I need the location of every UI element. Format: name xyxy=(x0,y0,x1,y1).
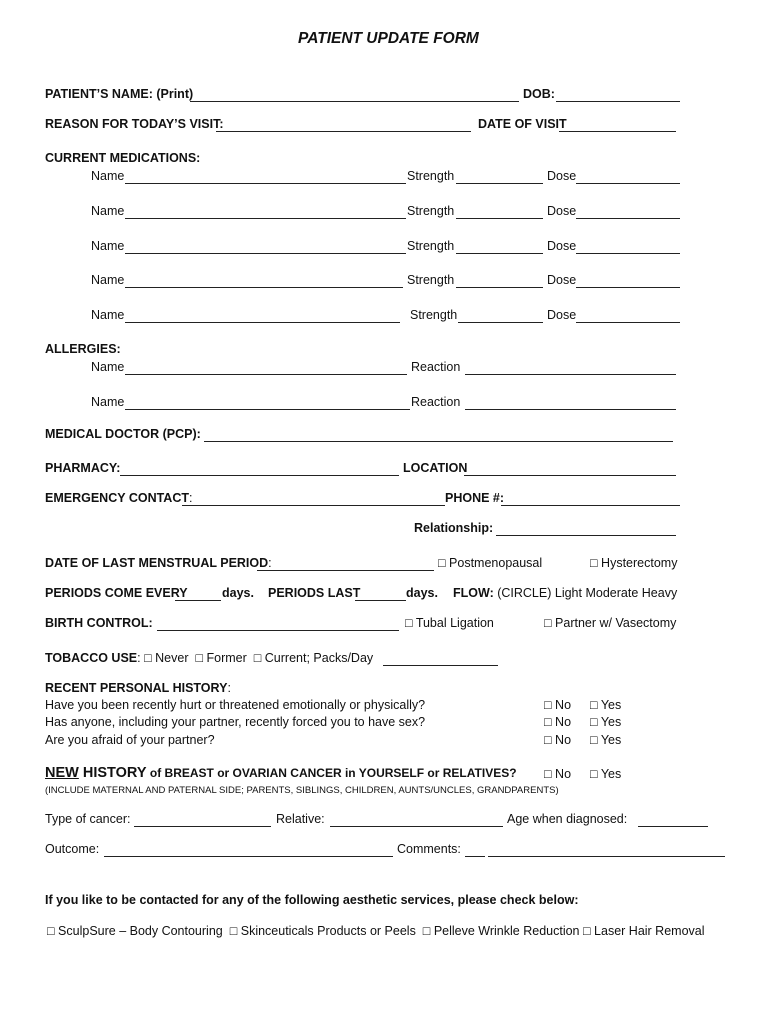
emergency-contact-text: EMERGENCY CONTACT xyxy=(45,491,189,505)
page-title: PATIENT UPDATE FORM xyxy=(298,30,479,47)
history-question: Have you been recently hurt or threatened emotionally or physically? xyxy=(45,698,426,712)
tobacco-never-label: Never xyxy=(155,651,189,665)
medication-name-field[interactable] xyxy=(125,170,406,184)
medication-name-label: Name xyxy=(91,273,125,287)
medication-strength-field[interactable] xyxy=(458,309,543,323)
medication-dose-label: Dose xyxy=(547,308,577,322)
medical-doctor-field[interactable] xyxy=(204,428,673,442)
location-label: LOCATION xyxy=(403,461,468,475)
dob-field[interactable] xyxy=(556,88,680,102)
medication-strength-field[interactable] xyxy=(456,170,543,184)
medication-name-field[interactable] xyxy=(125,309,400,323)
recent-history-label xyxy=(45,680,231,696)
tubal-ligation-label: Tubal Ligation xyxy=(415,616,494,630)
postmenopausal-option[interactable] xyxy=(438,555,542,571)
new-history-main: HISTORY xyxy=(78,765,147,781)
yes-label: Yes xyxy=(600,767,622,781)
hysterectomy-label: Hysterectomy xyxy=(601,556,678,570)
history-question: Has anyone, including your partner, recently forced you to have sex? xyxy=(45,715,426,729)
relative-label: Relative: xyxy=(276,812,325,826)
pharmacy-field[interactable] xyxy=(120,462,399,476)
no-option[interactable] xyxy=(544,714,571,730)
phone-field[interactable] xyxy=(501,492,680,506)
checkbox-icon[interactable]: □ xyxy=(47,924,55,938)
partner-vasectomy-option[interactable] xyxy=(544,615,676,631)
lmp-label xyxy=(45,555,272,571)
aesthetic-services-row xyxy=(47,923,705,939)
pharmacy-label: PHARMACY: xyxy=(45,461,121,475)
medication-strength-label: Strength xyxy=(410,308,458,322)
lmp-field[interactable] xyxy=(257,557,434,571)
medication-strength-label: Strength xyxy=(407,273,455,287)
patient-name-field[interactable] xyxy=(190,88,519,102)
checkbox-icon[interactable]: □ xyxy=(405,616,413,630)
emergency-contact-field[interactable] xyxy=(182,492,445,506)
flow-row xyxy=(453,585,677,601)
partner-vasectomy-label: Partner w/ Vasectomy xyxy=(555,616,677,630)
hysterectomy-option[interactable] xyxy=(590,555,677,571)
lmp-text: DATE OF LAST MENSTRUAL PERIOD xyxy=(45,556,269,570)
checkbox-icon[interactable]: □ xyxy=(590,767,598,781)
periods-last-field[interactable] xyxy=(355,587,406,601)
flow-instruction: (CIRCLE) xyxy=(497,586,552,600)
flow-label: FLOW: xyxy=(453,586,494,600)
recent-history-text: RECENT PERSONAL HISTORY xyxy=(45,681,228,695)
medical-doctor-label: MEDICAL DOCTOR (PCP): xyxy=(45,427,201,441)
checkbox-icon[interactable]: □ xyxy=(590,698,598,712)
allergies-label: ALLERGIES: xyxy=(45,342,121,356)
no-label: No xyxy=(555,698,572,712)
sculpsure-label: SculpSure – Body Contouring xyxy=(58,924,223,938)
checkbox-icon[interactable]: □ xyxy=(544,698,552,712)
checkbox-icon[interactable]: □ xyxy=(422,924,431,938)
medication-name-field[interactable] xyxy=(125,205,406,219)
reason-field[interactable] xyxy=(216,118,471,132)
periods-every-days-label: days. xyxy=(222,586,254,600)
allergy-reaction-label: Reaction xyxy=(411,360,461,374)
medication-strength-label: Strength xyxy=(407,204,455,218)
medication-strength-label: Strength xyxy=(407,169,455,183)
birth-control-label: BIRTH CONTROL: xyxy=(45,616,153,630)
dob-label: DOB: xyxy=(523,87,555,101)
allergy-reaction-field[interactable] xyxy=(465,361,676,375)
medication-strength-field[interactable] xyxy=(456,205,543,219)
comments-label: Comments: xyxy=(397,842,461,856)
checkbox-icon[interactable]: □ xyxy=(144,651,152,665)
no-label: No xyxy=(555,767,572,781)
relationship-field[interactable] xyxy=(496,522,676,536)
comments-field-short[interactable] xyxy=(465,843,485,857)
checkbox-icon[interactable]: □ xyxy=(229,924,238,938)
checkbox-icon[interactable]: □ xyxy=(590,733,598,747)
tobacco-row xyxy=(45,650,373,666)
periods-every-field[interactable] xyxy=(175,587,221,601)
yes-label: Yes xyxy=(600,698,622,712)
medication-name-field[interactable] xyxy=(125,240,406,254)
no-option[interactable] xyxy=(544,697,571,713)
packs-per-day-label: Packs/Day xyxy=(313,651,374,665)
periods-last-days-label: days. xyxy=(406,586,438,600)
location-field[interactable] xyxy=(464,462,676,476)
aesthetic-prompt: If you like to be contacted for any of the following aesthetic services, please check below: xyxy=(45,893,579,907)
medication-dose-label: Dose xyxy=(547,204,577,218)
skinceuticals-label: Skinceuticals Products or Peels xyxy=(240,924,416,938)
allergy-name-label: Name xyxy=(91,395,125,409)
yes-option[interactable] xyxy=(590,732,621,748)
relationship-label: Relationship: xyxy=(414,521,494,535)
relative-field[interactable] xyxy=(330,813,503,827)
no-option[interactable] xyxy=(544,732,571,748)
type-of-cancer-field[interactable] xyxy=(134,813,271,827)
checkbox-icon[interactable]: □ xyxy=(583,924,591,938)
allergy-reaction-label: Reaction xyxy=(411,395,461,409)
emergency-contact-label xyxy=(45,490,192,506)
medication-dose-field[interactable] xyxy=(576,240,680,254)
allergy-name-field[interactable] xyxy=(125,361,407,375)
checkbox-icon[interactable]: □ xyxy=(544,616,552,630)
checkbox-icon[interactable]: □ xyxy=(195,651,204,665)
reason-label: REASON FOR TODAY’S VISIT: xyxy=(45,117,224,131)
yes-option[interactable] xyxy=(590,714,621,730)
new-history-note: (INCLUDE MATERNAL AND PATERNAL SIDE; PARENTS, SIBLINGS, CHILDREN, AUNTS/UNCLES, GRANDPARENTS) xyxy=(45,785,559,796)
new-history-yes-option[interactable] xyxy=(590,766,621,782)
medication-name-label: Name xyxy=(91,169,125,183)
yes-option[interactable] xyxy=(590,697,621,713)
no-label: No xyxy=(555,733,572,747)
checkbox-icon[interactable]: □ xyxy=(438,556,446,570)
emergency-contact-colon: : xyxy=(189,491,193,505)
patient-name-label: PATIENT’S NAME: (Print) xyxy=(45,87,194,101)
medication-strength-label: Strength xyxy=(407,239,455,253)
medication-strength-field[interactable] xyxy=(456,240,543,254)
phone-label: PHONE #: xyxy=(445,491,505,505)
no-label: No xyxy=(555,715,572,729)
medication-dose-field[interactable] xyxy=(576,205,680,219)
checkbox-icon[interactable]: □ xyxy=(544,733,552,747)
periods-every-label: PERIODS COME EVERY xyxy=(45,586,188,600)
postmenopausal-label: Postmenopausal xyxy=(449,556,543,570)
checkbox-icon[interactable]: □ xyxy=(253,651,262,665)
medication-strength-field[interactable] xyxy=(456,274,543,288)
medication-dose-field[interactable] xyxy=(576,274,680,288)
allergy-name-label: Name xyxy=(91,360,125,374)
medication-dose-label: Dose xyxy=(547,273,577,287)
checkbox-icon[interactable]: □ xyxy=(590,556,598,570)
new-history-no-option[interactable] xyxy=(544,766,571,782)
date-of-visit-label: DATE OF VISIT xyxy=(478,117,567,131)
allergy-name-field[interactable] xyxy=(125,396,410,410)
tobacco-current-label: Current; xyxy=(264,651,310,665)
new-history-rest: of BREAST or OVARIAN CANCER in YOURSELF or RELATIVES? xyxy=(146,766,517,780)
age-diagnosed-field[interactable] xyxy=(638,813,708,827)
periods-last-label: PERIODS LAST xyxy=(268,586,361,600)
laser-hair-removal-label: Laser Hair Removal xyxy=(594,924,705,938)
checkbox-icon[interactable]: □ xyxy=(544,767,552,781)
date-of-visit-field[interactable] xyxy=(559,118,676,132)
new-history-question xyxy=(45,765,517,781)
type-of-cancer-label: Type of cancer: xyxy=(45,812,131,826)
age-diagnosed-label: Age when diagnosed: xyxy=(507,812,628,826)
yes-label: Yes xyxy=(600,715,622,729)
tobacco-label: TOBACCO USE xyxy=(45,651,138,665)
tubal-ligation-option[interactable] xyxy=(405,615,494,631)
current-medications-label: CURRENT MEDICATIONS: xyxy=(45,151,201,165)
checkbox-icon[interactable]: □ xyxy=(544,715,552,729)
medication-name-label: Name xyxy=(91,308,125,322)
pelleve-label: Pelleve Wrinkle Reduction xyxy=(433,924,580,938)
lmp-colon: : xyxy=(268,556,272,570)
checkbox-icon[interactable]: □ xyxy=(590,715,598,729)
flow-option-heavy[interactable]: Heavy xyxy=(641,586,678,600)
medication-name-label: Name xyxy=(91,204,125,218)
medication-name-field[interactable] xyxy=(125,274,403,288)
flow-option-light[interactable]: Light xyxy=(554,586,582,600)
tobacco-colon: : xyxy=(137,651,141,665)
outcome-label: Outcome: xyxy=(45,842,100,856)
history-question: Are you afraid of your partner? xyxy=(45,733,215,747)
medication-dose-label: Dose xyxy=(547,169,577,183)
allergy-reaction-field[interactable] xyxy=(465,396,676,410)
new-history-prefix: NEW xyxy=(45,765,79,781)
recent-history-colon: : xyxy=(227,681,231,695)
yes-label: Yes xyxy=(600,733,622,747)
medication-dose-label: Dose xyxy=(547,239,577,253)
comments-field[interactable] xyxy=(488,843,725,857)
packs-per-day-field[interactable] xyxy=(383,652,498,666)
medication-dose-field[interactable] xyxy=(576,309,680,323)
tobacco-former-label: Former xyxy=(206,651,247,665)
outcome-field[interactable] xyxy=(104,843,393,857)
medication-name-label: Name xyxy=(91,239,125,253)
flow-option-moderate[interactable]: Moderate xyxy=(585,586,639,600)
medication-dose-field[interactable] xyxy=(576,170,680,184)
birth-control-field[interactable] xyxy=(157,617,399,631)
